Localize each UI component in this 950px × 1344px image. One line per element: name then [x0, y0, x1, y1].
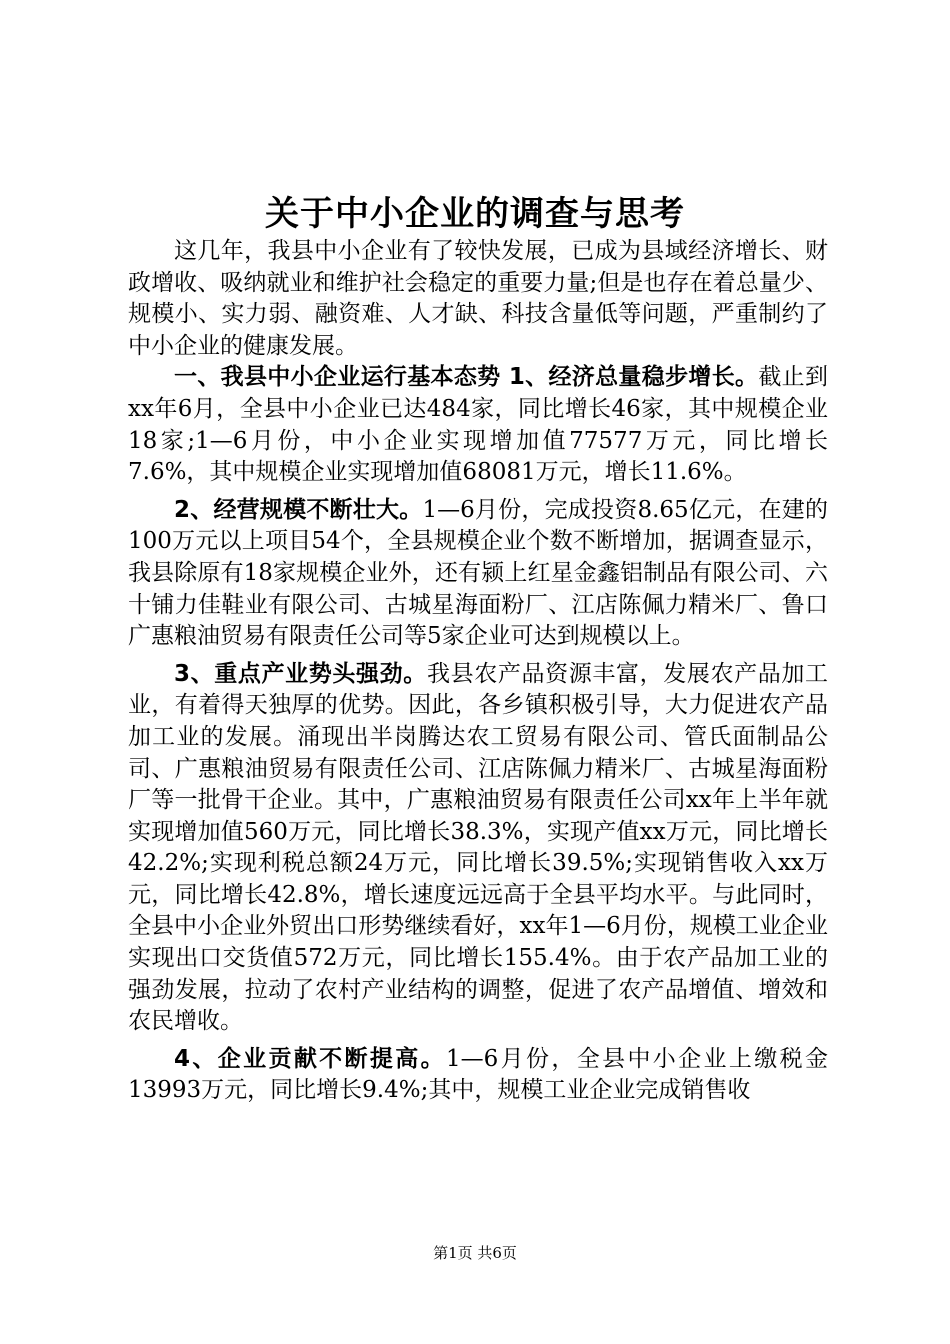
- section-1-heading: 一、我县中小企业运行基本态势 1、经济总量稳步增长。: [174, 364, 759, 391]
- section-1-text: 截止到xx年6月，全县中小企业已达484家，同比增长46家，其中规模企业18家;1—6月份，中小企业实现增加值77577万元，同比增长7.6%，其中规模企业实现增加值68081万元，增长11.6%。: [128, 364, 829, 486]
- section-2-heading: 2、经营规模不断壮大。: [174, 496, 423, 523]
- section-3-paragraph: [128, 659, 828, 1038]
- section-3-text: 我县农产品资源丰富，发展农产品加工业，有着得天独厚的优势。因此，各乡镇积极引导，大力促进农产品加工业的发展。涌现出半岗腾达农工贸易有限公司、管氏面制品公司、广惠粮油贸易有限责任公司、江店陈佩力精米厂、古城星海面粉厂等一批骨干企业。其中，广惠粮油贸易有限责任公司xx年上半年就实现增加值560万元，同比增长38.3%，实现产值xx万元，同比增长42.2%;实现利税总额24万元，同比增长39.5%;实现销售收入xx万元，同比增长42.8%，增长速度远远高于全县平均水平。与此同时，全县中小企业外贸出口形势继续看好，xx年1—6月份，规模工业企业实现出口交货值572万元，同比增长155.4%。由于农产品加工业的强劲发展，拉动了农村产业结构的调整，促进了农产品增值、增效和农民增收。: [128, 660, 829, 1035]
- section-4-paragraph: [128, 1044, 828, 1107]
- document-title: 关于中小企业的调查与思考: [265, 194, 685, 234]
- section-4-text: 1—6月份，全县中小企业上缴税金13993万元，同比增长9.4%;其中，规模工业企业完成销售收: [128, 1045, 828, 1104]
- page-footer: 第1页 共6页: [433, 1244, 517, 1262]
- section-4-heading: 4、企业贡献不断提高。: [174, 1045, 446, 1072]
- section-1-paragraph: [128, 362, 828, 488]
- intro-paragraph: 这几年，我县中小企业有了较快发展，已成为县域经济增长、财政增收、吸纳就业和维护社会稳定的重要力量;但是也存在着总量少、规模小、实力弱、融资难、人才缺、科技含量低等问题，严重制约了中小企业的健康发展。: [128, 238, 828, 359]
- section-2-text: 1—6月份，完成投资8.65亿元，在建的100万元以上项目54个，全县规模企业个数不断增加，据调查显示，我县除原有18家规模企业外，还有颍上红星金鑫铝制品有限公司、六十铺力佳鞋业有限公司、古城星海面粉厂、江店陈佩力精米厂、鲁口广惠粮油贸易有限责任公司等5家企业可达到规模以上。: [128, 496, 828, 650]
- section-2-paragraph: [128, 495, 828, 653]
- section-3-heading: 3、重点产业势头强劲。: [174, 660, 427, 687]
- document-body: [128, 236, 828, 1107]
